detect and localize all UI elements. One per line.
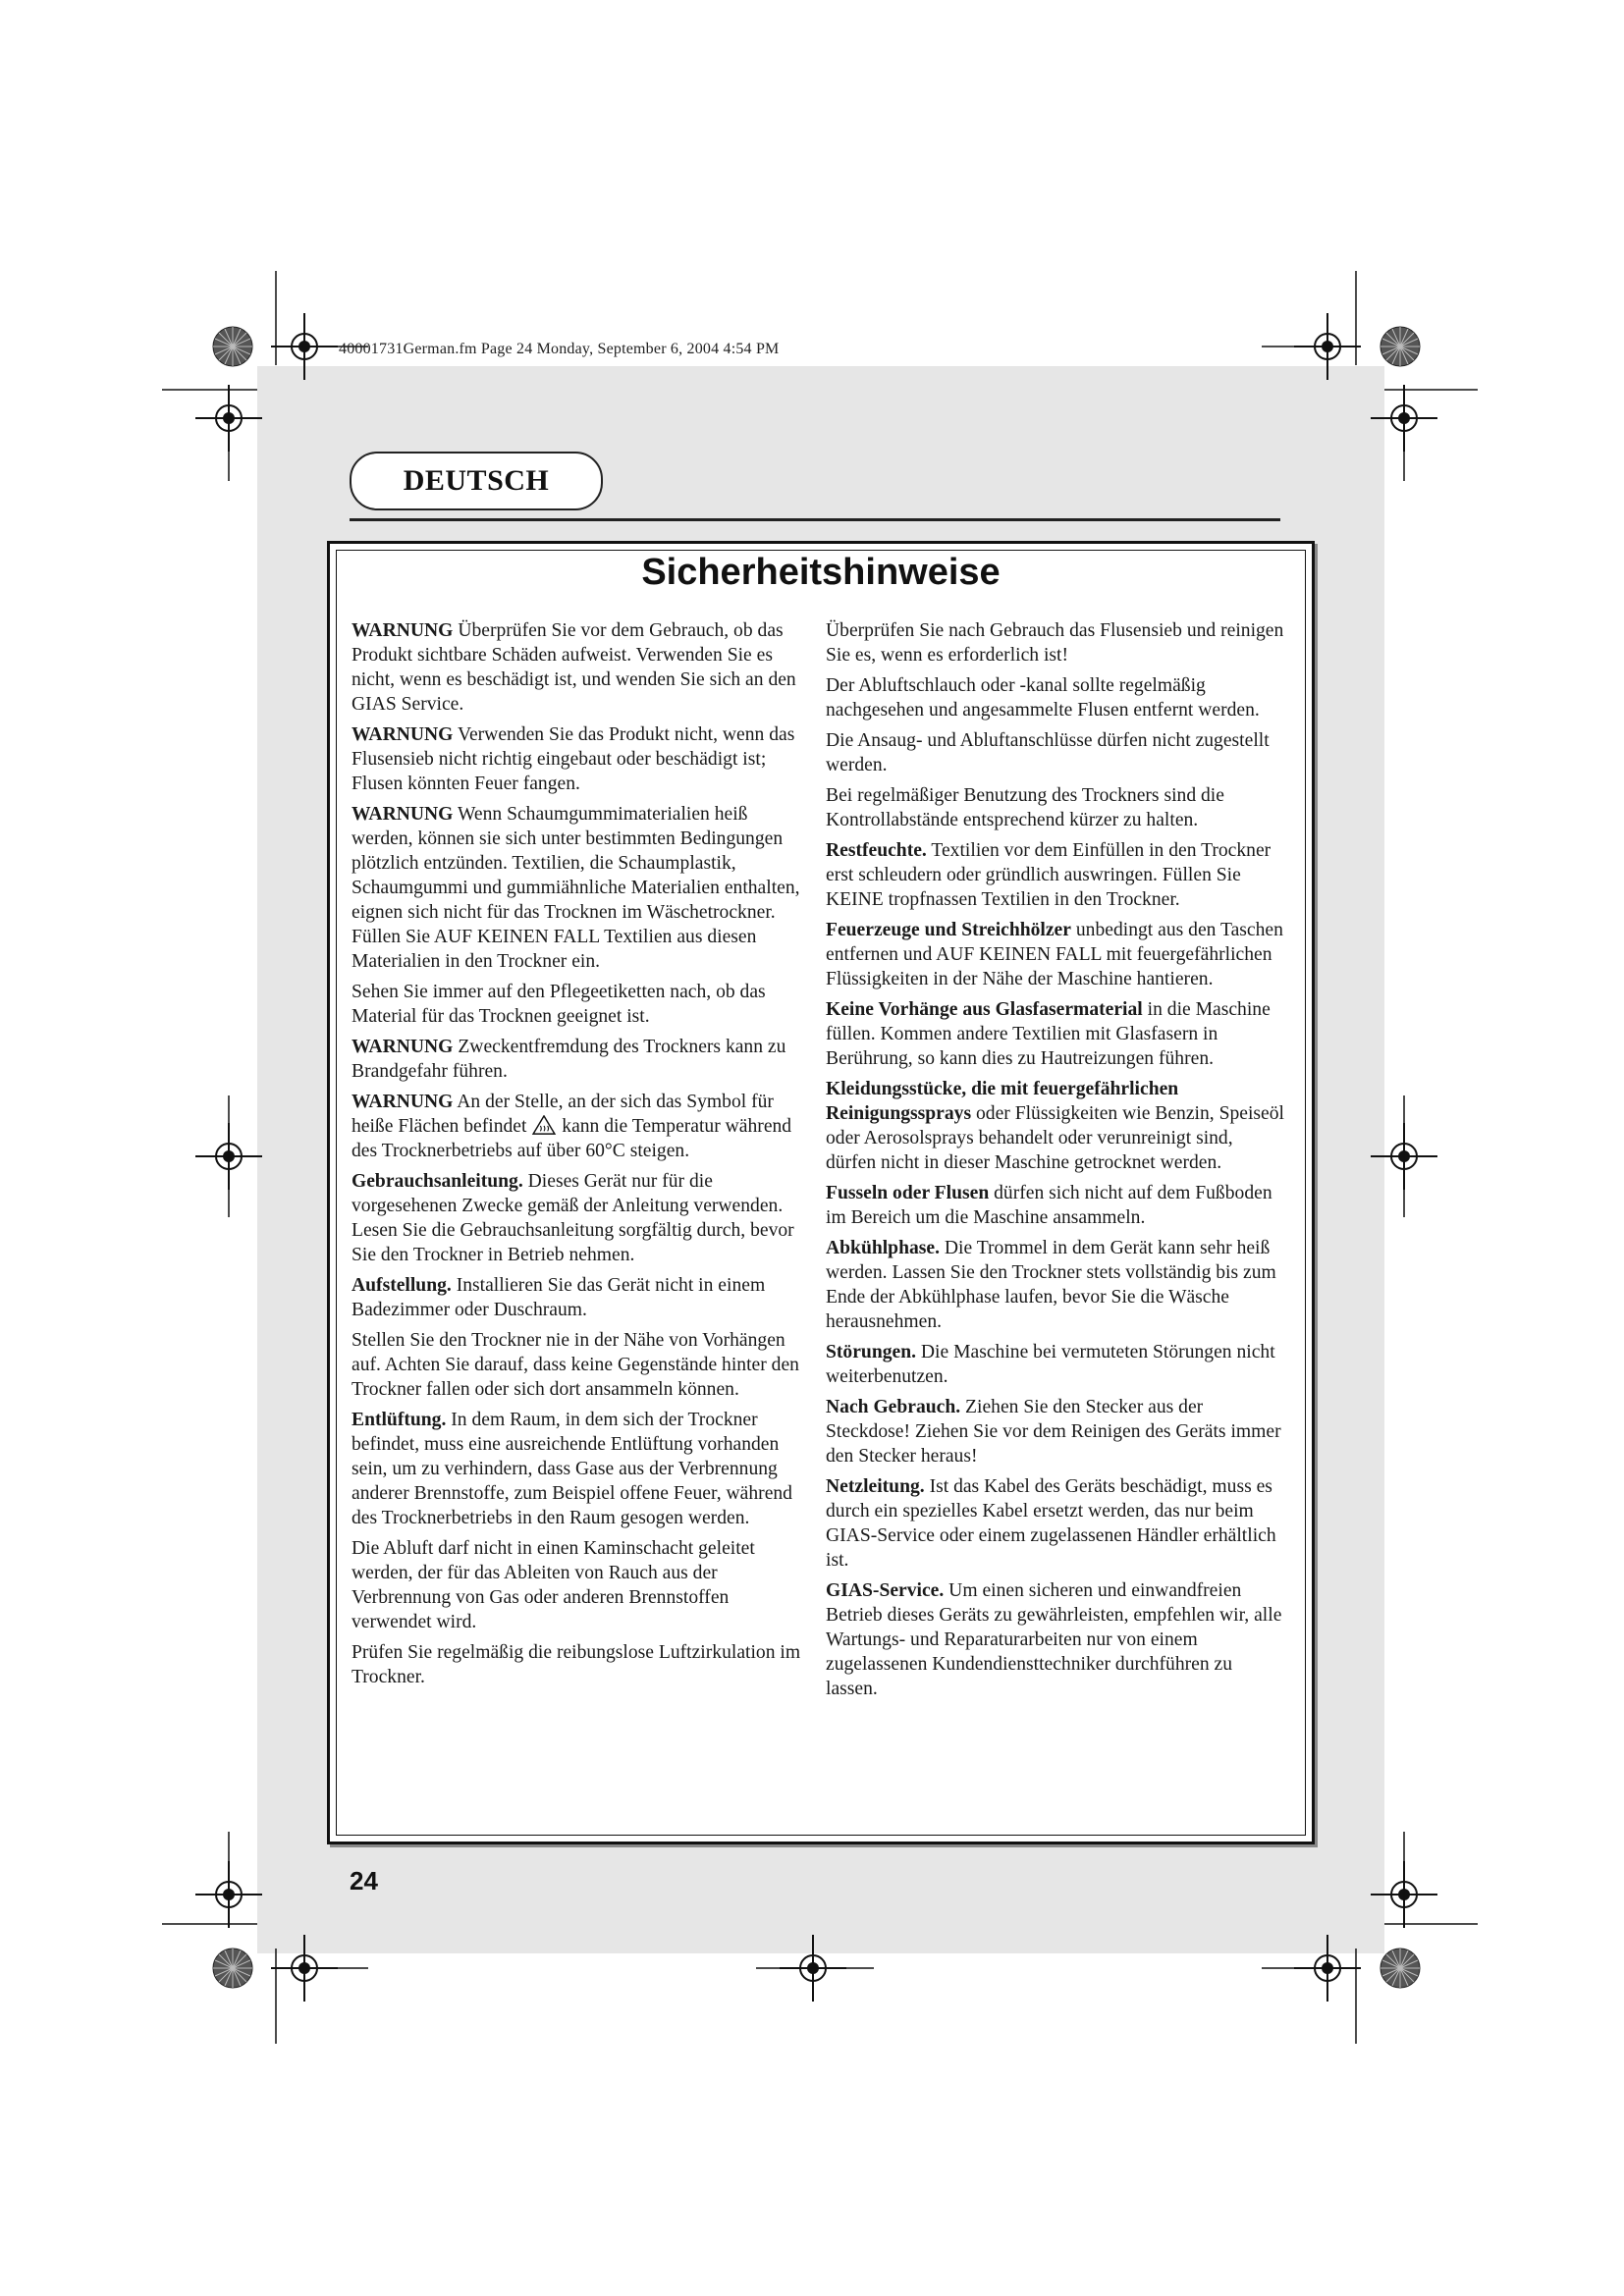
paragraph [352,1408,811,1530]
paragraph [352,1035,811,1084]
paragraph-text: In dem Raum, in dem sich der Trockner befindet, muss eine ausreichende Entlüftung vorhanden sein, um zu verhindern, dass Gase aus der Verbrennung anderer Brennstoffe, zum Beispiel offene Feuer, während des Trocknerbetriebs in den Raum gesogen werden. [352,1410,792,1528]
paragraph-text: Verwenden Sie das Produkt nicht, wenn das Flusensieb nicht richtig eingebaut oder beschädigt ist; Flusen könnten Feuer fangen. [352,724,795,794]
paragraph-text: Textilien vor dem Einfüllen in den Trockner erst schleudern oder gründlich auswringen. Füllen Sie KEINE tropfnassen Textilien in den Trockner. [826,840,1272,910]
paragraph-text: Sehen Sie immer auf den Pflegeetiketten nach, ob das Material für das Trocknen geeignet ist. [352,982,766,1027]
paragraph-lead: WARNUNG [352,1037,454,1057]
paragraph-lead: WARNUNG [352,804,454,825]
paragraph-lead: Feuerzeuge und Streichhölzer [826,920,1071,940]
paragraph-text: Der Abluftschlauch oder -kanal sollte regelmäßig nachgesehen und angesammelte Flusen entfernt werden. [826,675,1260,721]
paragraph-text: Um einen sicheren und einwandfreien Betrieb dieses Geräts zu gewährleisten, empfehlen wir, alle Wartungs- und Reparaturarbeiten nur von einem zugelassenen Kundendiensttechniker durchführen zu lassen. [826,1580,1282,1699]
paragraph [352,1273,811,1322]
paragraph-lead: Nach Gebrauch. [826,1397,961,1417]
paragraph [352,722,811,796]
paragraph [826,618,1285,667]
left-column [352,618,811,1695]
paragraph-text: An der Stelle, an der sich das Symbol für heiße Flächen befindet [352,1092,774,1137]
header-rule [350,518,1280,521]
paragraph-lead: Aufstellung. [352,1275,452,1296]
paragraph-text: Stellen Sie den Trockner nie in der Nähe von Vorhängen auf. Achten Sie darauf, dass keine Gegenstände hinter den Trockner fallen oder sich dort ansammeln können. [352,1330,799,1400]
paragraph-text: Die Ansaug- und Abluftanschlüsse dürfen nicht zugestellt werden. [826,730,1270,775]
paragraph-text: Überprüfen Sie vor dem Gebrauch, ob das Produkt sichtbare Schäden aufweist. Verwenden Sie es nicht, wenn es beschädigt ist, und wenden Sie sich an den GIAS Service. [352,620,796,715]
paragraph-text: kann die Temperatur während des Trocknerbetriebs auf über 60°C steigen. [352,1116,792,1161]
paragraph-text: Ziehen Sie den Stecker aus der Steckdose! Ziehen Sie vor dem Reinigen des Geräts immer den Stecker heraus! [826,1397,1281,1467]
paragraph [826,1340,1285,1389]
paragraph-text: Prüfen Sie regelmäßig die reibungslose Luftzirkulation im Trockner. [352,1642,801,1687]
paragraph-lead: WARNUNG [352,620,454,641]
paragraph-text: Zweckentfremdung des Trockners kann zu Brandgefahr führen. [352,1037,786,1082]
paragraph-text: Die Trommel in dem Gerät kann sehr heiß werden. Lassen Sie den Trockner stets vollständig bis zum Ende der Abkühlphase laufen, bevor Sie die Wäsche herausnehmen. [826,1238,1276,1332]
paragraph [826,1395,1285,1468]
paragraph [826,1236,1285,1334]
paragraph-text: oder Flüssigkeiten wie Benzin, Speiseöl oder Aerosolsprays behandelt oder verunreinigt sind, dürfen nicht in dieser Maschine getrocknet werden. [826,1103,1284,1173]
paragraph-text: Die Abluft darf nicht in einen Kaminschacht geleitet werden, der für das Ableiten von Rauch aus der Verbrennung von Gas oder anderen Brennstoffen verwendet wird. [352,1538,755,1632]
paragraph-lead: Keine Vorhänge aus Glasfasermaterial [826,999,1143,1020]
paragraph [826,1181,1285,1230]
paragraph [352,1169,811,1267]
paragraph-lead: GIAS-Service. [826,1580,945,1601]
paragraph [352,1640,811,1689]
paragraph [826,1474,1285,1573]
paragraph-text: Ist das Kabel des Geräts beschädigt, muss es durch ein spezielles Kabel ersetzt werden, das nur beim GIAS-Service oder einem zugelassenen Händler erhältlich ist. [826,1476,1276,1571]
paragraph-lead: Restfeuchte. [826,840,927,861]
paragraph [352,980,811,1029]
paragraph-lead: Abkühlphase. [826,1238,940,1258]
paragraph [352,1328,811,1402]
paragraph-text: unbedingt aus den Taschen entfernen und AUF KEINEN FALL mit feuergefährlichen Flüssigkeiten in der Nähe der Maschine hantieren. [826,920,1283,989]
paragraph-lead: Fusseln oder Flusen [826,1183,990,1203]
print-header: 40001731German.fm Page 24 Monday, September 6, 2004 4:54 PM [339,341,780,357]
paragraph [826,918,1285,991]
paragraph [826,1578,1285,1701]
paragraph-text: in die Maschine füllen. Kommen andere Textilien mit Glasfasern in Berührung, so kann dies zu Hautreizungen führen. [826,999,1271,1069]
paragraph-lead: Störungen. [826,1342,916,1362]
paragraph-lead: Kleidungsstücke, die mit feuergefährlichen Reinigungssprays [826,1079,1179,1124]
paragraph-lead: Entlüftung. [352,1410,447,1430]
paragraph [826,997,1285,1071]
paragraph-lead: Gebrauchsanleitung. [352,1171,523,1192]
paragraph-text: Überprüfen Sie nach Gebrauch das Flusensieb und reinigen Sie es, wenn es erforderlich ist! [826,620,1284,666]
paragraph [826,1077,1285,1175]
paragraph-text: Die Maschine bei vermuteten Störungen nicht weiterbenutzen. [826,1342,1275,1387]
safety-box-title: Sicherheitshinweise [641,552,1001,593]
paragraph-text: Bei regelmäßiger Benutzung des Trockners sind die Kontrollabstände entsprechend kürzer zu halten. [826,785,1224,830]
paragraph-lead: WARNUNG [352,724,454,745]
hot-surface-icon [531,1115,557,1135]
paragraph-text: dürfen sich nicht auf dem Fußboden im Bereich um die Maschine ansammeln. [826,1183,1272,1228]
safety-box [327,541,1315,1844]
paragraph-text: Wenn Schaumgummimaterialien heiß werden, können sie sich unter bestimmten Bedingungen plötzlich entzünden. Textilien, die Schaumplastik, Schaumgummi und gummiähnliche Materialien enthalten, eignen sich nicht für das Trocknen im Wäschetrockner. Füllen Sie AUF KEINEN FALL Textilien aus diesen Materialien in den Trockner ein. [352,804,800,972]
language-tab: DEUTSCH [350,452,603,510]
paragraph [352,1536,811,1634]
paragraph-text: Installieren Sie das Gerät nicht in einem Badezimmer oder Duschraum. [352,1275,766,1320]
paragraph [352,1090,811,1163]
paragraph [352,802,811,974]
paragraph-lead: Netzleitung. [826,1476,925,1497]
right-column [826,618,1285,1707]
paragraph [826,673,1285,722]
paragraph [826,728,1285,777]
paragraph-text: Dieses Gerät nur für die vorgesehenen Zwecke gemäß der Anleitung verwenden. Lesen Sie die Gebrauchsanleitung sorgfältig durch, bevor Sie den Trockner in Betrieb nehmen. [352,1171,794,1265]
paragraph [826,783,1285,832]
paragraph [352,618,811,717]
paragraph [826,838,1285,912]
page-number: 24 [350,1866,378,1896]
paragraph-lead: WARNUNG [352,1092,454,1112]
